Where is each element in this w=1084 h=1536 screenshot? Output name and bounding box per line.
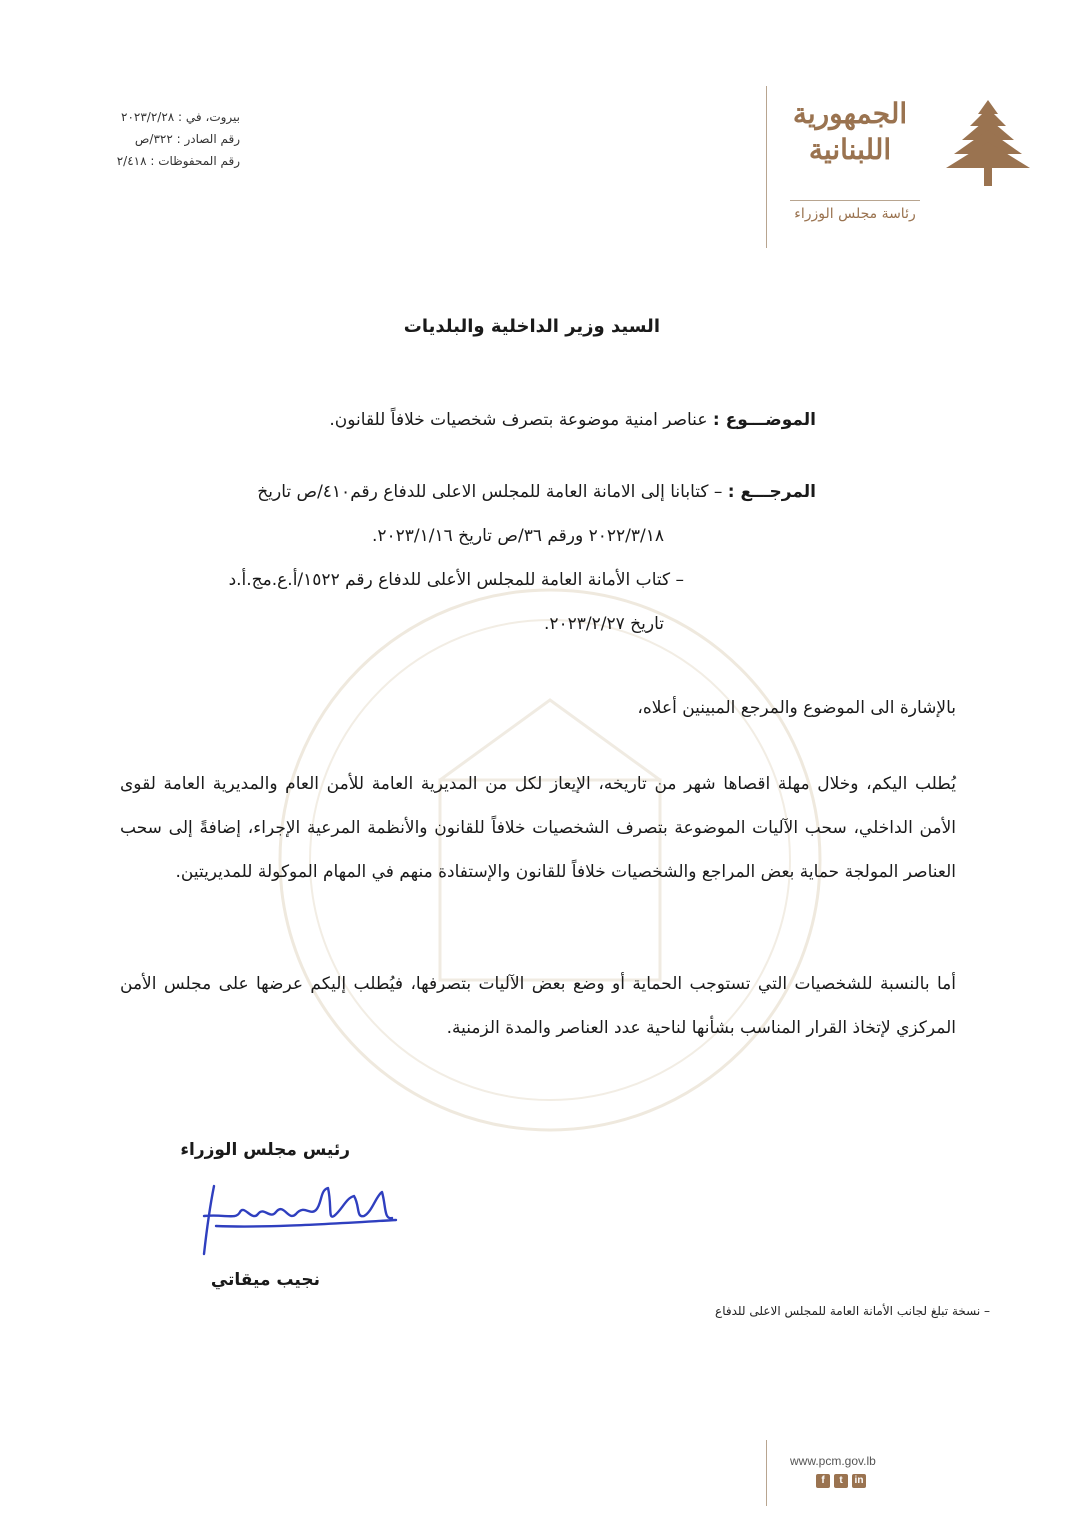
- website-link[interactable]: www.pcm.gov.lb: [790, 1454, 876, 1468]
- pcm-subtitle: رئاسة مجلس الوزراء: [794, 206, 916, 222]
- archive-number: رقم المحفوظات : ٢/٤١٨: [116, 154, 240, 168]
- twitter-icon[interactable]: t: [834, 1474, 848, 1488]
- copy-note: – نسخة تبلغ لجانب الأمانة العامة للمجلس الاعلى للدفاع: [715, 1304, 990, 1318]
- body-paragraph-request: يُطلب اليكم، وخلال مهلة اقصاها شهر من تاريخه، الإيعاز لكل من المديرية العامة للأمن العام والمديرية العامة لقوى الأمن الداخلي، سحب الآليات الموضوعة بتصرف الشخصيات خلافاً للقانون والأنظمة المرعية الإجراء، إضافةً إلى سحب العناصر المولجة حماية بعض المراجع والشخصيات خلافاً للقانون والإستفادة منهم في المهام الموكولة للمديريتين.: [120, 774, 956, 882]
- date-line: بيروت، في : ٢٠٢٣/٢/٢٨: [121, 110, 240, 124]
- emblem-line-1: الجمهورية: [792, 97, 908, 130]
- social-icons: [816, 1474, 866, 1488]
- cedar-icon: [940, 96, 1036, 192]
- linkedin-icon[interactable]: in: [852, 1474, 866, 1488]
- reference-line-4: تاريخ ٢٠٢٣/٢/٢٧.: [543, 614, 664, 634]
- reference-label: المرجـــع :: [727, 482, 816, 502]
- signatory-name: نجيب ميقاتي: [210, 1270, 320, 1290]
- facebook-icon[interactable]: f: [816, 1474, 830, 1488]
- body-paragraph-intro: بالإشارة الى الموضوع والمرجع المبينين أعلاه،: [637, 698, 956, 718]
- emblem-line-2: اللبنانية: [808, 133, 892, 166]
- subject-text: عناصر امنية موضوعة بتصرف شخصيات خلافاً للقانون.: [329, 410, 708, 430]
- reference-block: [96, 470, 816, 646]
- logo-divider: [766, 86, 767, 248]
- reference-line-1: [96, 470, 816, 514]
- body-paragraph-exception: أما بالنسبة للشخصيات التي تستوجب الحماية أو وضع بعض الآليات بتصرفها، فيُطلب إليكم عرضها على مجلس الأمن المركزي لإتخاذ القرار المناسب بشأنها لناحية عدد العناصر والمدة الزمنية.: [120, 974, 956, 1038]
- subject-label: الموضـــوع :: [712, 410, 816, 430]
- reference-text-1: – كتابانا إلى الامانة العامة للمجلس الاعلى للدفاع رقم٤١٠/ص تاريخ: [257, 482, 723, 502]
- reference-line-3: – كتاب الأمانة العامة للمجلس الأعلى للدفاع رقم ١٥٢٢/أ.ع.مج.أ.د: [228, 570, 684, 590]
- letter-meta: [60, 106, 240, 172]
- handwritten-signature: [196, 1176, 406, 1256]
- republic-emblem-text: [790, 96, 910, 168]
- reference-line-2: ٢٠٢٢/٣/١٨ ورقم ٣٦/ص تاريخ ٢٠٢٣/١/١٦.: [371, 526, 664, 546]
- footer-divider: [766, 1440, 767, 1506]
- signatory-title: رئيس مجلس الوزراء: [180, 1140, 350, 1160]
- outgoing-number: رقم الصادر : ٣٢٢/ص: [134, 132, 240, 146]
- logo-rule: [790, 200, 920, 201]
- subject-line: [120, 410, 816, 430]
- addressee: السيد وزير الداخلية والبلديات: [403, 316, 660, 337]
